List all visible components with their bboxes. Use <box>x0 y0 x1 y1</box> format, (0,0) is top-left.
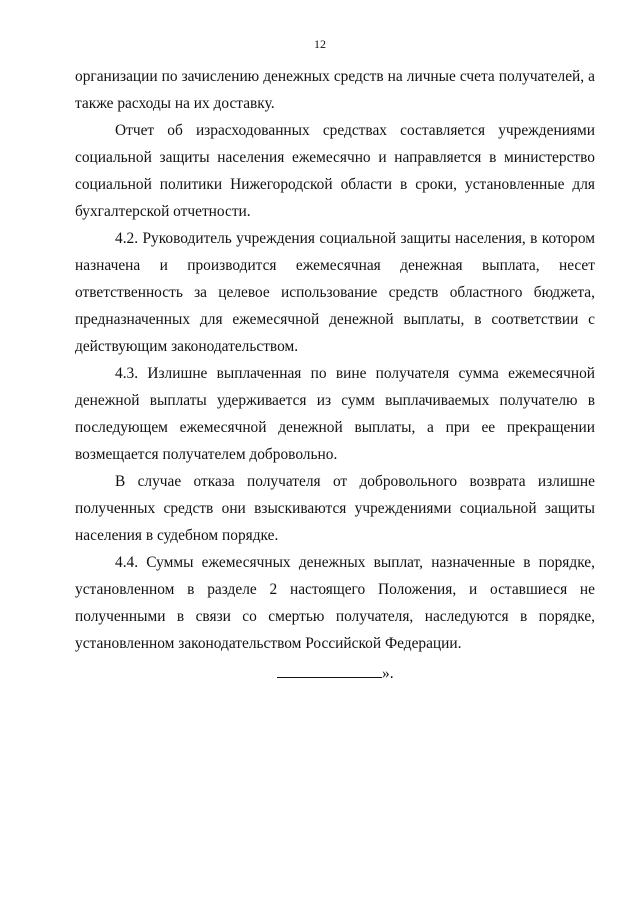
paragraph-4-4: 4.4. Суммы ежемесячных денежных выплат, назначенные в порядке, установленном в разделе 2 настоящего Положения, и оставшиеся не полученными в связи со смертью получателя, наследуются в порядке, установленном законодательством Российской Федерации. <box>75 554 595 652</box>
closing-mark <box>277 662 394 685</box>
paragraph-refusal: В случае отказа получателя от добровольного возврата излишне полученных средств они взыскиваются учреждениями социальной защиты населения в судебном порядке. <box>75 473 595 544</box>
paragraph-4-2: 4.2. Руководитель учреждения социальной защиты населения, в котором назначена и производится ежемесячная денежная выплата, несет ответственность за целевое использование средств областного бюджета, предназначенных для ежемесячной денежной выплаты, в соответствии с действующим законодательством. <box>75 230 595 355</box>
page-number: 12 <box>314 37 326 51</box>
document-body <box>75 63 595 657</box>
paragraph-report: Отчет об израсходованных средствах составляется учреждениями социальной защиты населения ежемесячно и направляется в министерство социальной политики Нижегородской области в сроки, установленные для бухгалтерской отчетности. <box>75 122 595 220</box>
closing-quote: ». <box>382 665 394 682</box>
paragraph-continuation: организации по зачислению денежных средств на личные счета получателей, а также расходы на их доставку. <box>75 68 595 112</box>
paragraph-4-3: 4.3. Излишне выплаченная по вине получателя сумма ежемесячной денежной выплаты удерживается из сумм выплачиваемых получателю в последующем ежемесячной денежной выплаты, а при ее прекращении возмещается получателем добровольно. <box>75 365 595 463</box>
closing-underline <box>277 662 382 678</box>
